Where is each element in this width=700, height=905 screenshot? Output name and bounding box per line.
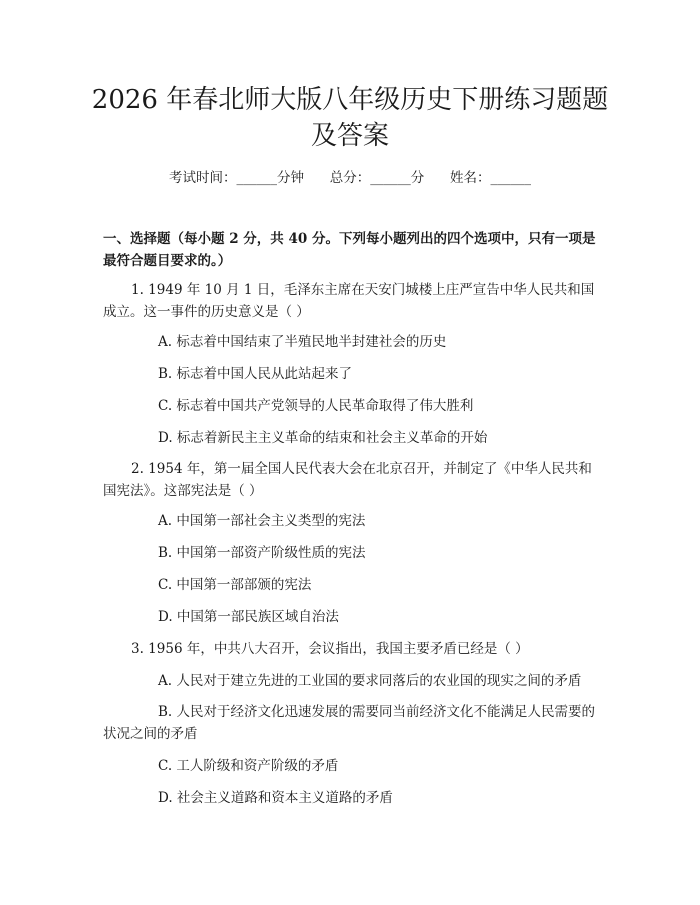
exam-meta-line: 考试时间：______分钟 总分：______分 姓名：______ <box>169 170 531 186</box>
page-title-line2: 及答案 <box>310 121 389 151</box>
question-3-option-a: A. 人民对于建立先进的工业国的要求同落后的农业国的现实之间的矛盾 <box>158 673 582 689</box>
page-title-line1: 2026 年春北师大版八年级历史下册练习题题 <box>91 85 609 115</box>
question-2-stem: 2. 1954 年，第一届全国人民代表大会在北京召开，并制定了《中华人民共和国宪法》。这部宪法是（ ） <box>103 461 592 499</box>
question-2-option-d: D. 中国第一部民族区域自治法 <box>158 609 339 625</box>
question-2-option-c: C. 中国第一部部颁的宪法 <box>158 577 312 593</box>
question-1-option-d: D. 标志着新民主主义革命的结束和社会主义革命的开始 <box>158 430 488 446</box>
question-3-option-b: B. 人民对于经济文化迅速发展的需要同当前经济文化不能满足人民需要的状况之间的矛盾 <box>103 704 596 742</box>
question-3-stem: 3. 1956 年，中共八大召开，会议指出，我国主要矛盾已经是（ ） <box>131 641 529 657</box>
section-heading: 一、选择题（每小题 2 分，共 40 分。下列每小题列出的四个选项中，只有一项是最符合题目要求的。） <box>103 231 596 269</box>
question-1-stem: 1. 1949 年 10 月 1 日，毛泽东主席在天安门城楼上庄严宣告中华人民共和国成立。这一事件的历史意义是（ ） <box>103 282 595 320</box>
question-2-option-a: A. 中国第一部社会主义类型的宪法 <box>158 513 366 529</box>
question-3-option-d: D. 社会主义道路和资本主义道路的矛盾 <box>158 790 393 806</box>
question-1-option-a: A. 标志着中国结束了半殖民地半封建社会的历史 <box>158 334 447 350</box>
question-3-option-c: C. 工人阶级和资产阶级的矛盾 <box>158 758 339 774</box>
question-1-option-c: C. 标志着中国共产党领导的人民革命取得了伟大胜利 <box>158 398 474 414</box>
question-1-option-b: B. 标志着中国人民从此站起来了 <box>158 366 353 382</box>
question-2-option-b: B. 中国第一部资产阶级性质的宪法 <box>158 545 366 561</box>
